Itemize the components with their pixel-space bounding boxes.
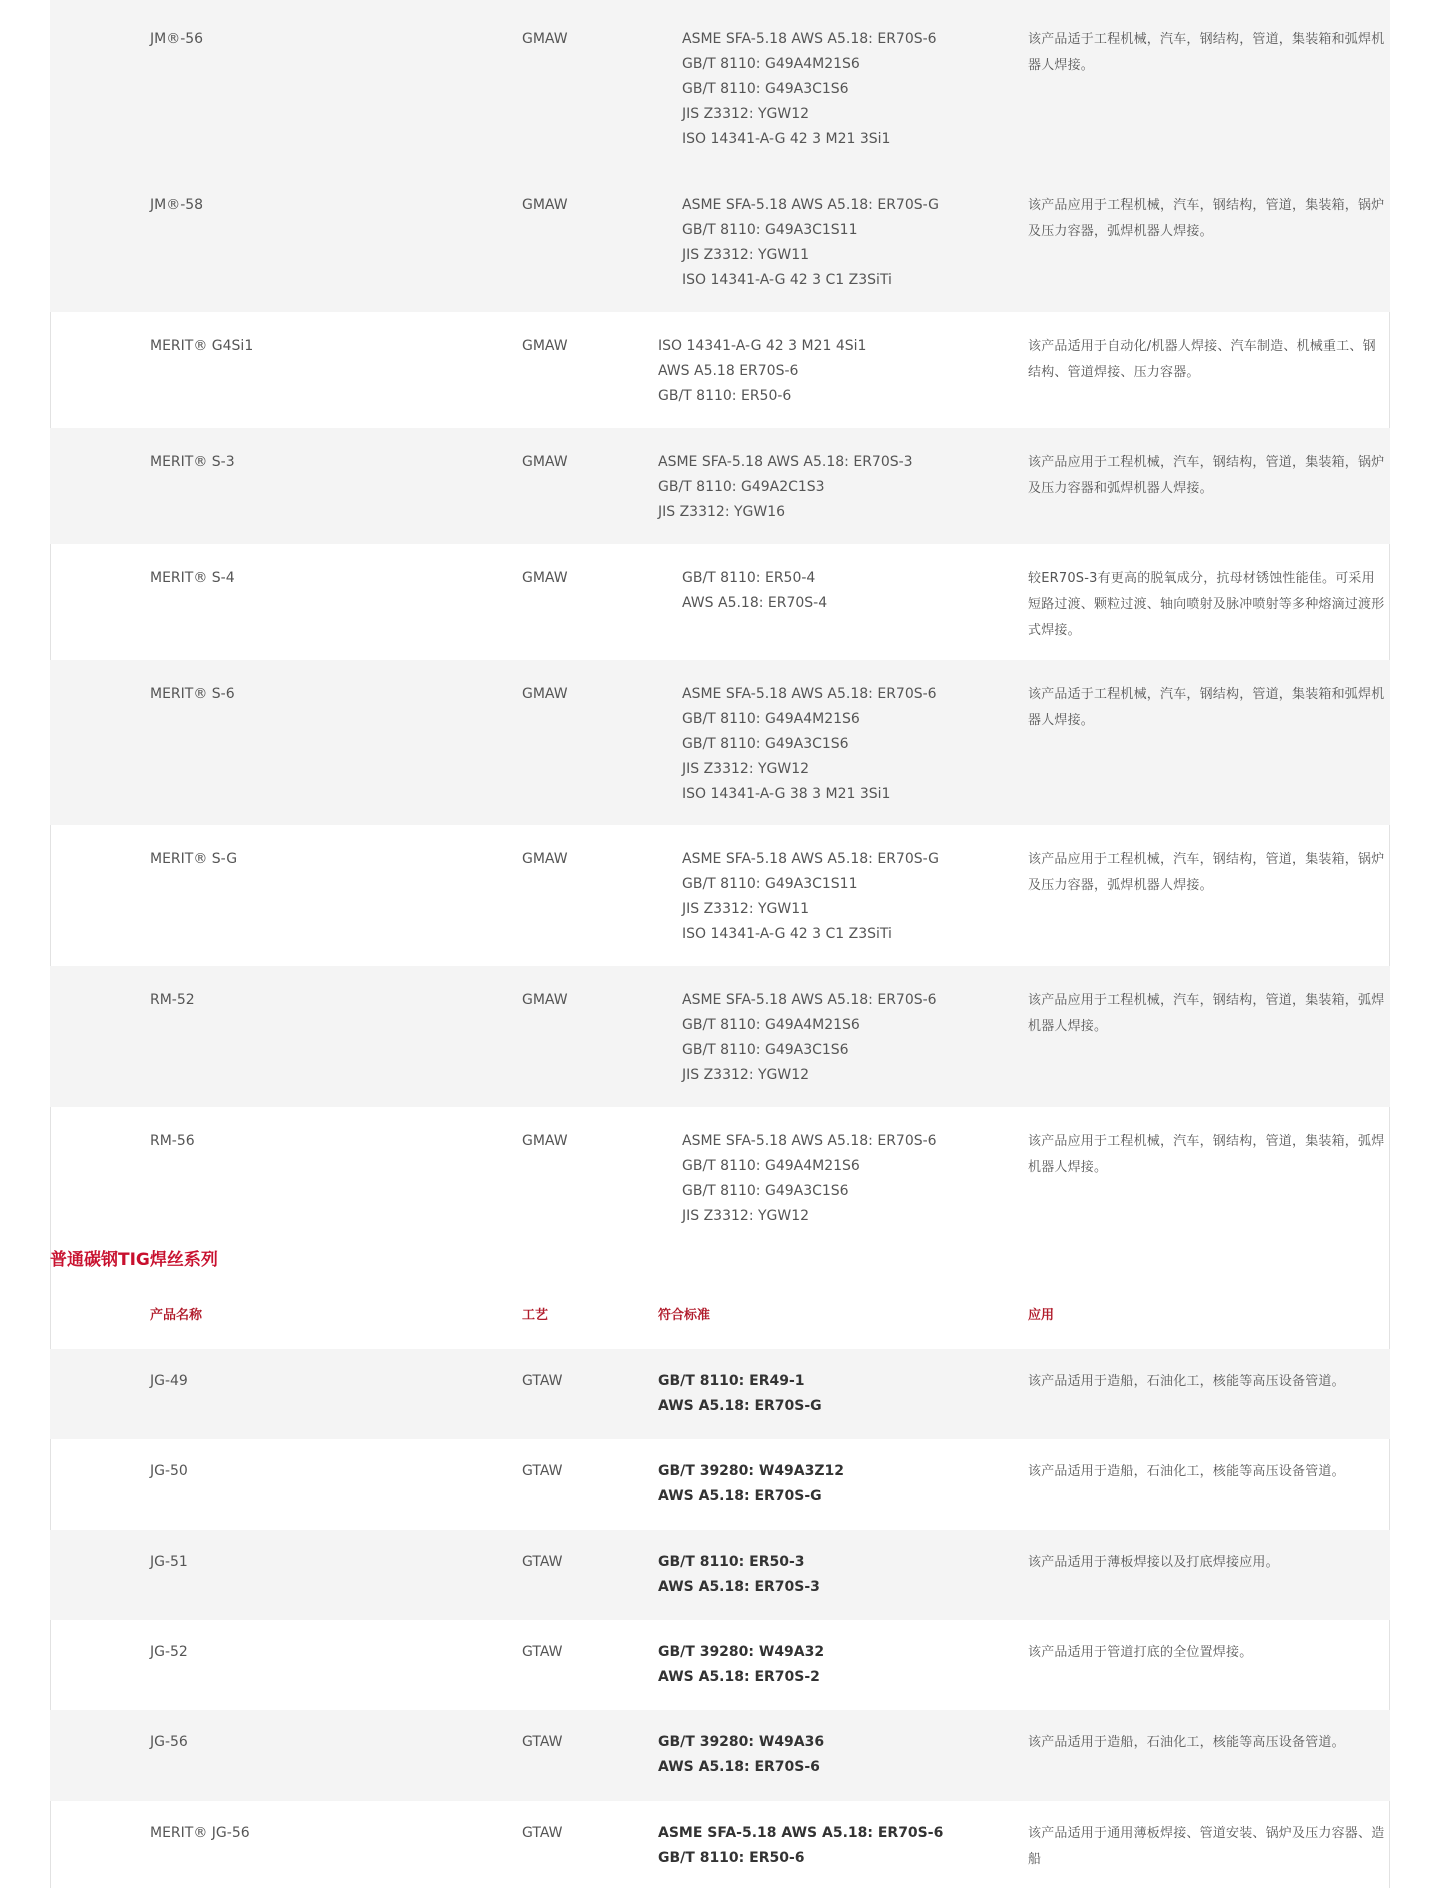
table-row <box>50 825 1390 966</box>
application: 该产品适用于通用薄板焊接、管道安装、锅炉及压力容器、造船 <box>1028 1826 1385 1867</box>
standard-line: JIS Z3312: YGW11 <box>682 901 810 917</box>
standard-line: GB/T 8110: G49A3C1S6 <box>682 81 849 97</box>
standard-line: ASME SFA-5.18 AWS A5.18: ER70S-6 <box>682 1133 937 1149</box>
standard-line: GB/T 8110: G49A4M21S6 <box>682 1017 860 1033</box>
standard-line: ISO 14341-A-G 38 3 M21 3Si1 <box>682 786 891 802</box>
table-row <box>50 1710 1390 1801</box>
header-standards: 符合标准 <box>658 1308 711 1323</box>
standard-line: GB/T 8110: ER50-6 <box>658 1850 805 1866</box>
standards <box>682 847 939 947</box>
standards <box>658 1730 824 1780</box>
table-row <box>50 428 1390 544</box>
standard-line: AWS A5.18: ER70S-G <box>658 1398 822 1414</box>
product-name: JM®-58 <box>150 197 204 213</box>
process: GMAW <box>522 851 568 867</box>
standard-line: GB/T 8110: ER50-6 <box>658 388 792 404</box>
standard-line: AWS A5.18 ER70S-6 <box>658 363 799 379</box>
standard-line: ISO 14341-A-G 42 3 C1 Z3SiTi <box>682 926 892 942</box>
standards <box>682 27 937 152</box>
process: GTAW <box>522 1554 563 1570</box>
standard-line: ASME SFA-5.18 AWS A5.18: ER70S-G <box>682 197 940 213</box>
standard-line: GB/T 8110: ER49-1 <box>658 1373 805 1389</box>
application: 该产品适用于自动化/机器人焊接、汽车制造、机械重工、钢结构、管道焊接、压力容器。 <box>1028 339 1376 380</box>
standards <box>658 1369 822 1419</box>
application: 该产品应用于工程机械，汽车，钢结构，管道，集装箱，锅炉及压力容器，弧焊机器人焊接。 <box>1028 852 1385 893</box>
application: 该产品适于工程机械，汽车，钢结构，管道，集装箱和弧焊机器人焊接。 <box>1028 32 1385 73</box>
table-row <box>50 1107 1390 1248</box>
table-row <box>50 1620 1390 1710</box>
standards <box>658 1821 943 1871</box>
product-name: MERIT® JG-56 <box>150 1825 250 1841</box>
standard-line: ASME SFA-5.18 AWS A5.18: ER70S-6 <box>682 992 937 1008</box>
table-row <box>50 660 1390 825</box>
table-row <box>50 1801 1390 1888</box>
table-row <box>50 5 1390 171</box>
application: 该产品适用于造船，石油化工，核能等高压设备管道。 <box>1028 1374 1345 1389</box>
product-name: MERIT® S-4 <box>150 570 235 586</box>
process: GMAW <box>522 686 568 702</box>
standard-line: GB/T 8110: ER50-3 <box>658 1554 805 1570</box>
application: 较ER70S-3有更高的脱氧成分，抗母材锈蚀性能佳。可采用短路过渡、颗粒过渡、轴向喷射及脉冲喷射等多种熔滴过渡形式焊接。 <box>1028 571 1385 638</box>
standard-line: AWS A5.18: ER70S-G <box>658 1488 822 1504</box>
table-row <box>50 312 1390 428</box>
standard-line: JIS Z3312: YGW16 <box>658 504 786 520</box>
product-name: JG-49 <box>150 1373 188 1389</box>
product-name: RM-52 <box>150 992 195 1008</box>
standards <box>682 193 939 293</box>
process: GTAW <box>522 1825 563 1841</box>
standard-line: ASME SFA-5.18 AWS A5.18: ER70S-G <box>682 851 940 867</box>
standard-line: GB/T 8110: G49A3C1S6 <box>682 1183 849 1199</box>
process: GTAW <box>522 1644 563 1660</box>
standard-line: GB/T 8110: G49A4M21S6 <box>682 1158 860 1174</box>
standard-line: ISO 14341-A-G 42 3 M21 3Si1 <box>682 131 891 147</box>
standards <box>658 1459 844 1509</box>
application: 该产品应用于工程机械，汽车，钢结构，管道，集装箱，弧焊机器人焊接。 <box>1028 993 1385 1034</box>
header-process: 工艺 <box>522 1308 549 1323</box>
product-name: RM-56 <box>150 1133 195 1149</box>
standard-line: GB/T 8110: G49A4M21S6 <box>682 711 860 727</box>
process: GMAW <box>522 197 568 213</box>
process: GTAW <box>522 1373 563 1389</box>
standards <box>682 988 937 1088</box>
standards <box>658 450 913 525</box>
table-header-row <box>50 1295 1390 1349</box>
standard-line: AWS A5.18: ER70S-4 <box>682 595 828 611</box>
standard-line: AWS A5.18: ER70S-6 <box>658 1759 820 1775</box>
application: 该产品适于工程机械，汽车，钢结构，管道，集装箱和弧焊机器人焊接。 <box>1028 687 1385 728</box>
process: GMAW <box>522 31 568 47</box>
standards <box>658 1550 820 1600</box>
process: GTAW <box>522 1463 563 1479</box>
application: 该产品应用于工程机械，汽车，钢结构，管道，集装箱，弧焊机器人焊接。 <box>1028 1134 1385 1175</box>
standard-line: ASME SFA-5.18 AWS A5.18: ER70S-3 <box>658 454 913 470</box>
standard-line: GB/T 8110: ER50-4 <box>682 570 816 586</box>
application: 该产品适用于造船，石油化工，核能等高压设备管道。 <box>1028 1735 1345 1750</box>
standard-line: AWS A5.18: ER70S-3 <box>658 1579 820 1595</box>
product-name: MERIT® S-3 <box>150 454 235 470</box>
standard-line: ASME SFA-5.18 AWS A5.18: ER70S-6 <box>682 31 937 47</box>
standards <box>682 1129 937 1229</box>
table-row <box>50 1530 1390 1620</box>
standard-line: JIS Z3312: YGW12 <box>682 761 810 777</box>
application: 该产品适用于造船，石油化工，核能等高压设备管道。 <box>1028 1464 1345 1479</box>
product-name: JG-50 <box>150 1463 188 1479</box>
process: GMAW <box>522 1133 568 1149</box>
header-application: 应用 <box>1028 1308 1055 1323</box>
product-name: JG-51 <box>150 1554 188 1570</box>
standards <box>682 566 827 616</box>
standard-line: JIS Z3312: YGW11 <box>682 247 810 263</box>
section-title: 普通碳钢TIG焊丝系列 <box>50 1250 218 1270</box>
standard-line: JIS Z3312: YGW12 <box>682 106 810 122</box>
product-name: JG-56 <box>150 1734 188 1750</box>
header-product-name: 产品名称 <box>150 1308 203 1323</box>
process: GMAW <box>522 338 568 354</box>
process: GTAW <box>522 1734 563 1750</box>
product-name: JG-52 <box>150 1644 188 1660</box>
standard-line: GB/T 8110: G49A3C1S11 <box>682 222 858 238</box>
standard-line: GB/T 8110: G49A3C1S6 <box>682 736 849 752</box>
process: GMAW <box>522 992 568 1008</box>
application: 该产品适用于薄板焊接以及打底焊接应用。 <box>1028 1555 1279 1570</box>
standard-line: ISO 14341-A-G 42 3 C1 Z3SiTi <box>682 272 892 288</box>
product-name: MERIT® S-6 <box>150 686 235 702</box>
standard-line: GB/T 39280: W49A32 <box>658 1644 825 1660</box>
standard-line: GB/T 8110: G49A3C1S6 <box>682 1042 849 1058</box>
standard-line: ISO 14341-A-G 42 3 M21 4Si1 <box>658 338 867 354</box>
product-name: MERIT® G4Si1 <box>150 338 254 354</box>
standard-line: GB/T 39280: W49A36 <box>658 1734 825 1750</box>
standards <box>658 1640 824 1690</box>
table-row <box>50 1439 1390 1530</box>
standards <box>658 334 866 409</box>
table-row <box>50 966 1390 1107</box>
application: 该产品应用于工程机械，汽车，钢结构，管道，集装箱，锅炉及压力容器和弧焊机器人焊接。 <box>1028 455 1385 496</box>
standard-line: GB/T 8110: G49A4M21S6 <box>682 56 860 72</box>
standard-line: JIS Z3312: YGW12 <box>682 1208 810 1224</box>
table-row <box>50 1349 1390 1439</box>
standard-line: GB/T 8110: G49A3C1S11 <box>682 876 858 892</box>
table-row <box>50 171 1390 312</box>
product-name: JM®-56 <box>150 31 204 47</box>
product-name: MERIT® S-G <box>150 851 238 867</box>
standard-line: ASME SFA-5.18 AWS A5.18: ER70S-6 <box>658 1825 944 1841</box>
application: 该产品适用于管道打底的全位置焊接。 <box>1028 1645 1253 1660</box>
standard-line: ASME SFA-5.18 AWS A5.18: ER70S-6 <box>682 686 937 702</box>
standard-line: GB/T 8110: G49A2C1S3 <box>658 479 825 495</box>
standards <box>682 682 937 807</box>
application: 该产品应用于工程机械，汽车，钢结构，管道，集装箱，锅炉及压力容器，弧焊机器人焊接。 <box>1028 198 1385 239</box>
table-row <box>50 544 1390 660</box>
standard-line: GB/T 39280: W49A3Z12 <box>658 1463 845 1479</box>
standard-line: AWS A5.18: ER70S-2 <box>658 1669 820 1685</box>
process: GMAW <box>522 570 568 586</box>
standard-line: JIS Z3312: YGW12 <box>682 1067 810 1083</box>
process: GMAW <box>522 454 568 470</box>
